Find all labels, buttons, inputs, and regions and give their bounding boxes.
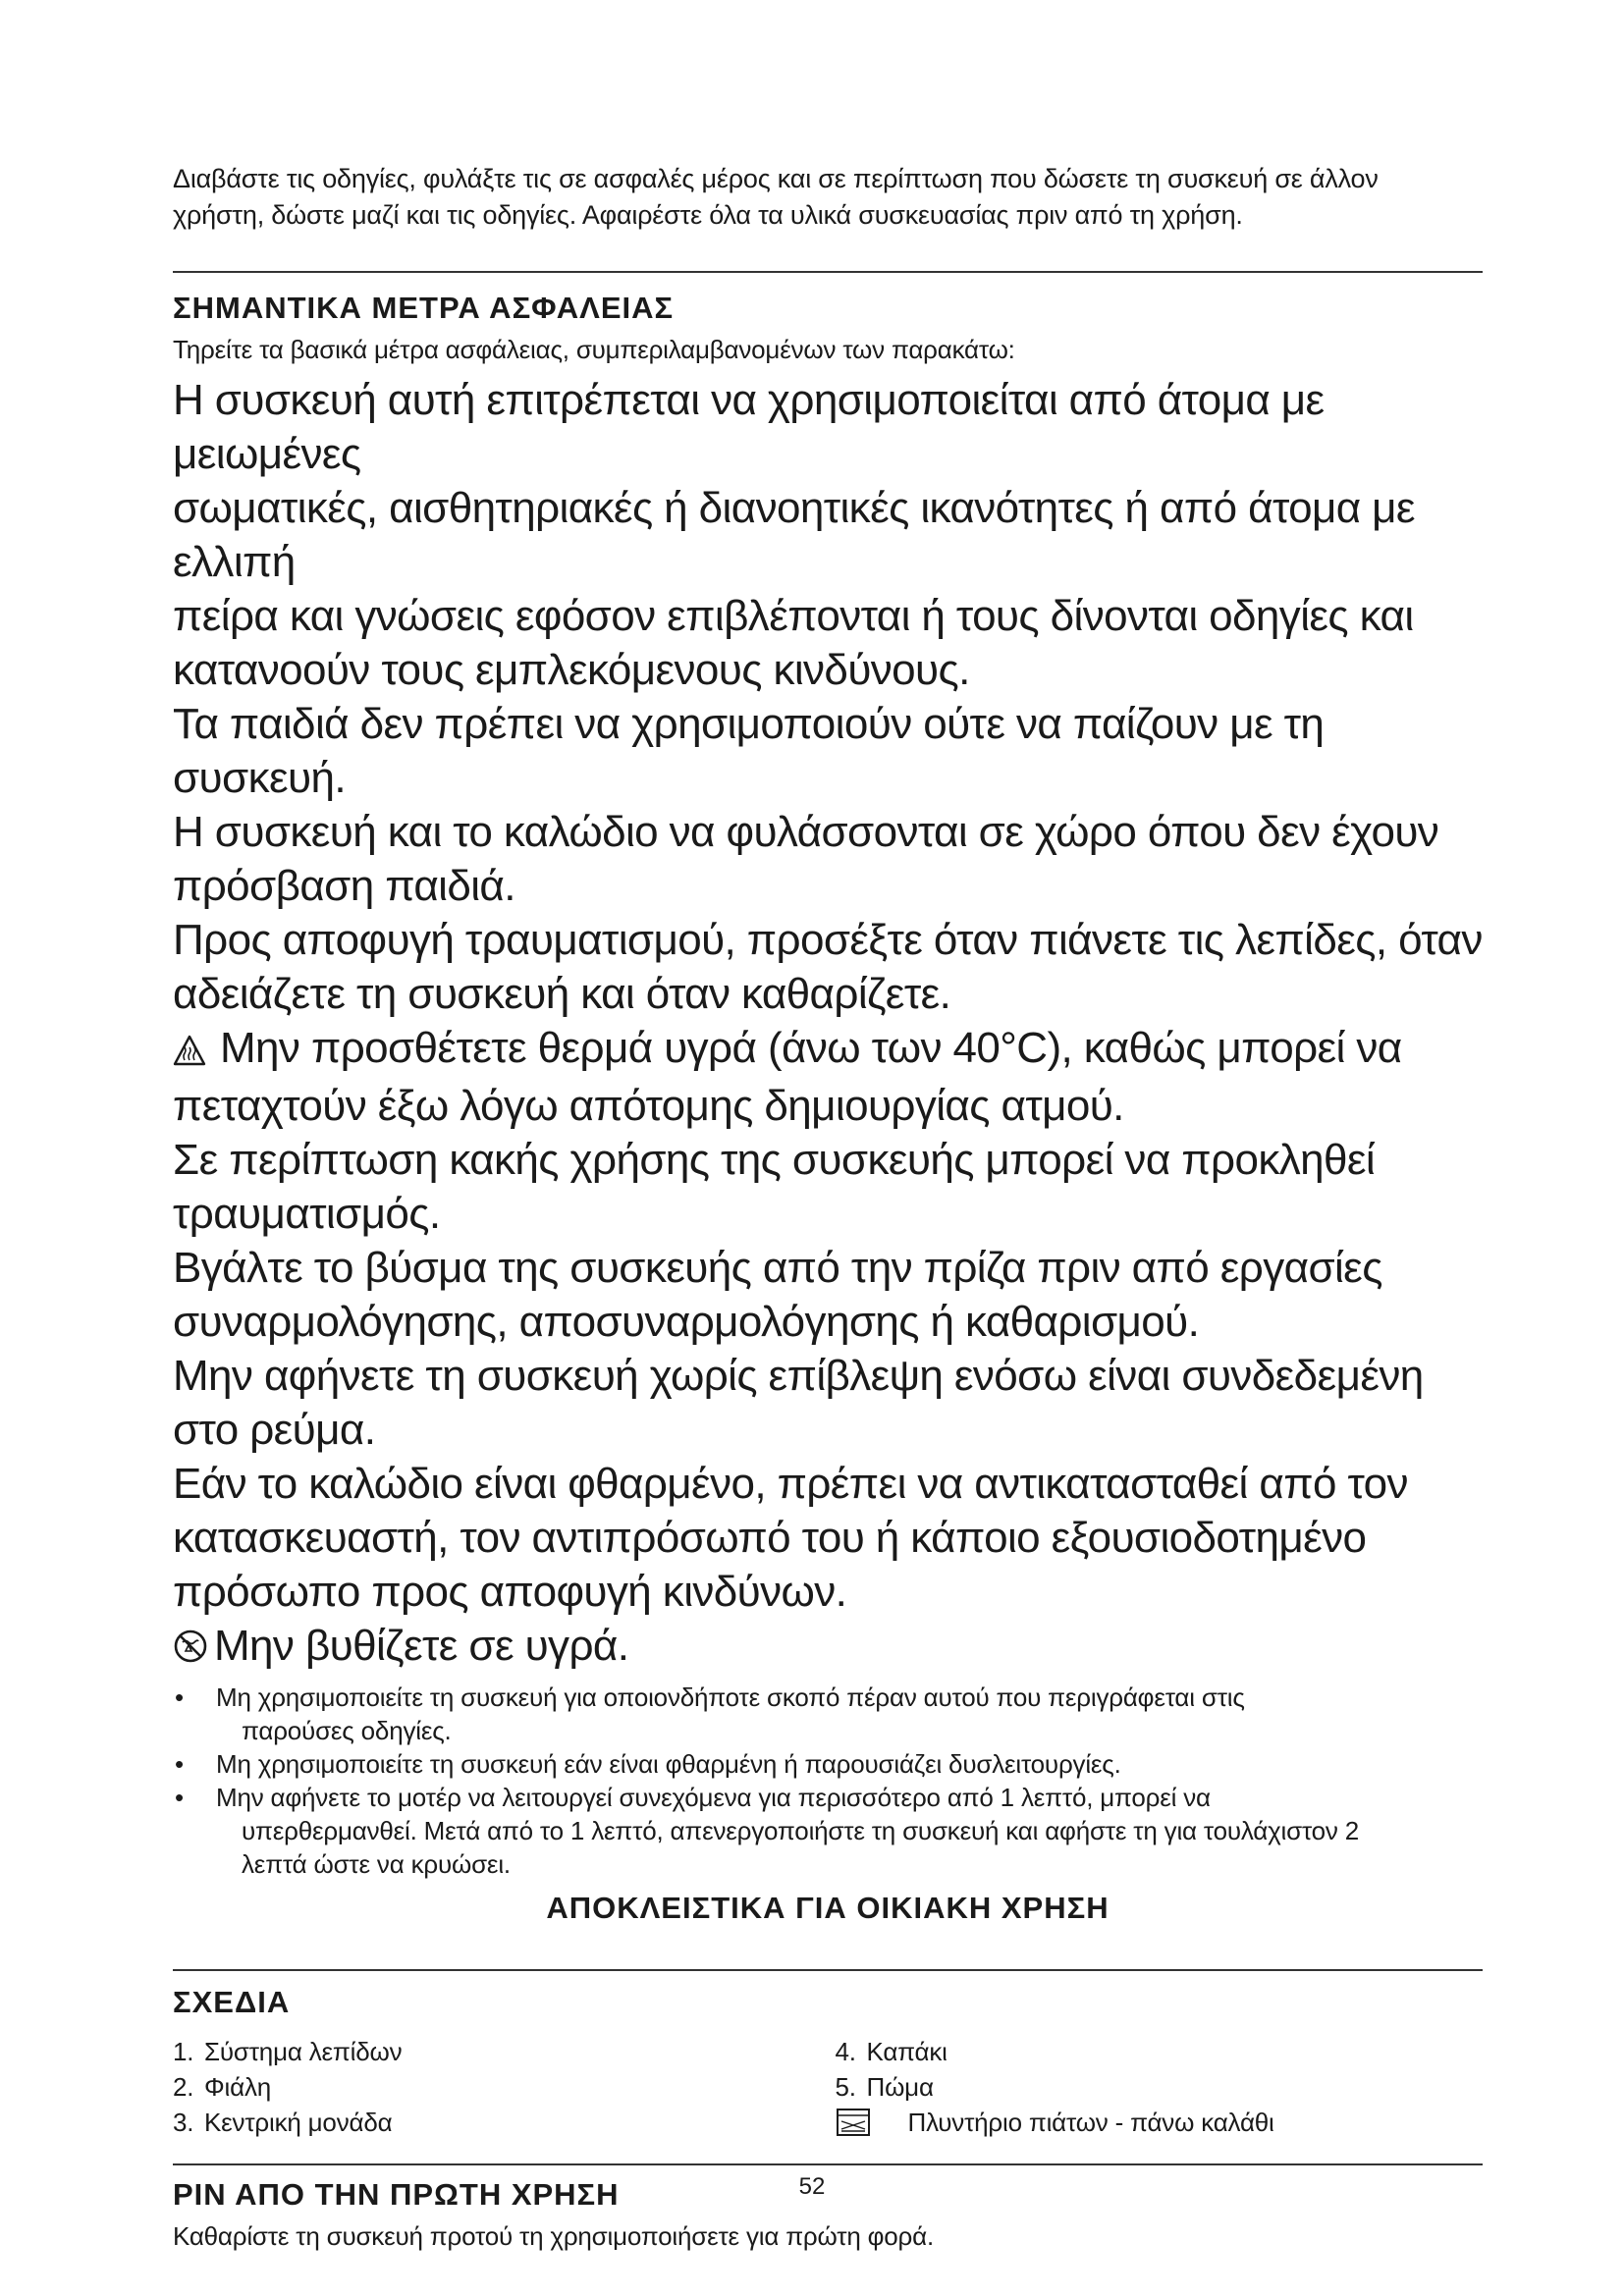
- part-item: [836, 2034, 1484, 2069]
- bullet-line: Μη χρησιμοποιείτε τη συσκευή εάν είναι φθαρμένη ή παρουσιάζει δυσλειτουργίες.: [216, 1749, 1121, 1779]
- warning-line: Βγάλτε το βύσμα της συσκευής από την πρίζα πριν από εργασίες: [173, 1244, 1382, 1292]
- hot-liquid-text: Μην προσθέτετε θερμά υγρά (άνω των 40°C), καθώς μπορεί να: [220, 1024, 1402, 1072]
- warning-line: πρόσωπο προς αποφυγή κινδύνων.: [173, 1568, 847, 1616]
- safety-warnings: [173, 373, 1483, 1677]
- bullet-line: Μη χρησιμοποιείτε τη συσκευή για οποιονδήποτε σκοπό πέραν αυτού που περιγράφεται στις: [216, 1682, 1245, 1712]
- section-divider: [173, 1969, 1483, 1971]
- part-label: Σύστημα λεπίδων: [204, 2037, 403, 2066]
- safety-subheading: Τηρείτε τα βασικά μέτρα ασφάλειας, συμπεριλαμβανομένων των παρακάτω:: [173, 335, 1015, 364]
- warning-line: Προς αποφυγή τραυματισμού, προσέξτε όταν πιάνετε τις λεπίδες, όταν: [173, 916, 1483, 964]
- bullet-item: [173, 1781, 1483, 1881]
- part-item: [173, 2105, 821, 2140]
- dishwasher-item: [836, 2105, 1484, 2140]
- parts-column-left: [173, 2034, 821, 2140]
- part-item: [836, 2069, 1484, 2105]
- part-number: 2.: [173, 2072, 194, 2102]
- manual-page: [173, 161, 1483, 2254]
- warning-line: πεταχτούν έξω λόγω απότομης δημιουργίας ατμού.: [173, 1082, 1124, 1130]
- part-number: 3.: [173, 2108, 194, 2137]
- warning-line: σωματικές, αισθητηριακές ή διανοητικές ικανότητες ή από άτομα με ελλιπή: [173, 484, 1415, 586]
- warning-line: πείρα και γνώσεις εφόσον επιβλέπονται ή τους δίνονται οδηγίες και: [173, 592, 1414, 640]
- warning-line: συναρμολόγησης, αποσυναρμολόγησης ή καθαρισμού.: [173, 1298, 1200, 1346]
- section-divider: [173, 2163, 1483, 2165]
- intro-line-1: Διαβάστε τις οδηγίες, φυλάξτε τις σε ασφαλές μέρος και σε περίπτωση που δώσετε τη συσκευή σε άλλον: [173, 164, 1379, 193]
- bullet-line: παρούσες οδηγίες.: [242, 1716, 452, 1745]
- warning-line-no-immerse: [173, 1619, 1483, 1677]
- warning-line: Μην αφήνετε τη συσκευή χωρίς επίβλεψη ενόσω είναι συνδεδεμένη στο ρεύμα.: [173, 1352, 1424, 1454]
- warning-line: αδειάζετε τη συσκευή και όταν καθαρίζετε.: [173, 970, 951, 1018]
- part-number: 1.: [173, 2037, 194, 2066]
- bullet-line: λεπτά ώστε να κρυώσει.: [242, 1849, 511, 1879]
- part-label: Φιάλη: [204, 2072, 272, 2102]
- warning-line-hot-liquid: [173, 1021, 1483, 1079]
- dishwasher-icon: [836, 2108, 871, 2137]
- warning-line: Τα παιδιά δεν πρέπει να χρησιμοποιούν ούτε να παίζουν με τη συσκευή.: [173, 700, 1325, 802]
- intro-text: [173, 161, 1483, 234]
- warning-line: Η συσκευή αυτή επιτρέπεται να χρησιμοποιείται από άτομα με μειωμένες: [173, 376, 1325, 478]
- safety-bullet-list: [173, 1681, 1483, 1881]
- bullet-item: [173, 1747, 1483, 1781]
- page-number: 52: [798, 2173, 826, 2200]
- first-use-heading: ΡΙΝ ΑΠΟ ΤΗΝ ΠΡΩΤΗ ΧΡΗΣΗ: [173, 2177, 620, 2212]
- warning-line: Η συσκευή και το καλώδιο να φυλάσσονται σε χώρο όπου δεν έχουν: [173, 808, 1439, 856]
- safety-heading: ΣΗΜΑΝΤΙΚΑ ΜΕΤΡΑ ΑΣΦΑΛΕΙΑΣ: [173, 291, 675, 325]
- part-item: [173, 2034, 821, 2069]
- bullet-line: Μην αφήνετε το μοτέρ να λειτουργεί συνεχόμενα για περισσότερο από 1 λεπτό, μπορεί να: [216, 1783, 1211, 1812]
- intro-line-2: χρήστη, δώστε μαζί και τις οδηγίες. Αφαιρέστε όλα τα υλικά συσκευασίας πριν από τη χρήση.: [173, 200, 1243, 230]
- warning-line: τραυματισμός.: [173, 1190, 441, 1238]
- part-item: [173, 2069, 821, 2105]
- bullet-line: υπερθερμανθεί. Μετά από το 1 λεπτό, απενεργοποιήστε τη συσκευή και αφήστε τη για τουλάχιστον 2: [242, 1816, 1360, 1845]
- part-number: 4.: [835, 2037, 856, 2066]
- parts-column-right: [821, 2034, 1484, 2140]
- no-immerse-text: Μην βυθίζετε σε υγρά.: [214, 1622, 629, 1670]
- hot-surface-warning-icon: [173, 1025, 206, 1079]
- warning-line: Σε περίπτωση κακής χρήσης της συσκευής μπορεί να προκληθεί: [173, 1136, 1376, 1184]
- warning-line: κατανοούν τους εμπλεκόμενους κινδύνους.: [173, 646, 970, 694]
- bullet-item: [173, 1681, 1483, 1747]
- part-label: Καπάκι: [866, 2037, 947, 2066]
- part-label: Πώμα: [866, 2072, 934, 2102]
- warning-line: κατασκευαστή, τον αντιπρόσωπό του ή κάποιο εξουσιοδοτημένο: [173, 1514, 1367, 1562]
- designs-heading: ΣΧΕΔΙΑ: [173, 1985, 291, 2019]
- do-not-immerse-icon: [173, 1623, 208, 1677]
- part-label: Κεντρική μονάδα: [204, 2108, 393, 2137]
- warning-line: πρόσβαση παιδιά.: [173, 862, 515, 910]
- warning-line: Εάν το καλώδιο είναι φθαρμένο, πρέπει να αντικατασταθεί από τον: [173, 1460, 1408, 1508]
- dishwasher-label: Πλυντήριο πιάτων - πάνω καλάθι: [907, 2108, 1274, 2137]
- first-use-text: Καθαρίστε τη συσκευή προτού τη χρησιμοποιήσετε για πρώτη φορά.: [173, 2221, 934, 2251]
- household-use-notice: ΑΠΟΚΛΕΙΣΤΙΚΑ ΓΙΑ ΟΙΚΙΑΚΗ ΧΡΗΣΗ: [546, 1891, 1110, 1925]
- part-number: 5.: [835, 2072, 856, 2102]
- parts-list: [173, 2034, 1483, 2140]
- section-divider: [173, 271, 1483, 273]
